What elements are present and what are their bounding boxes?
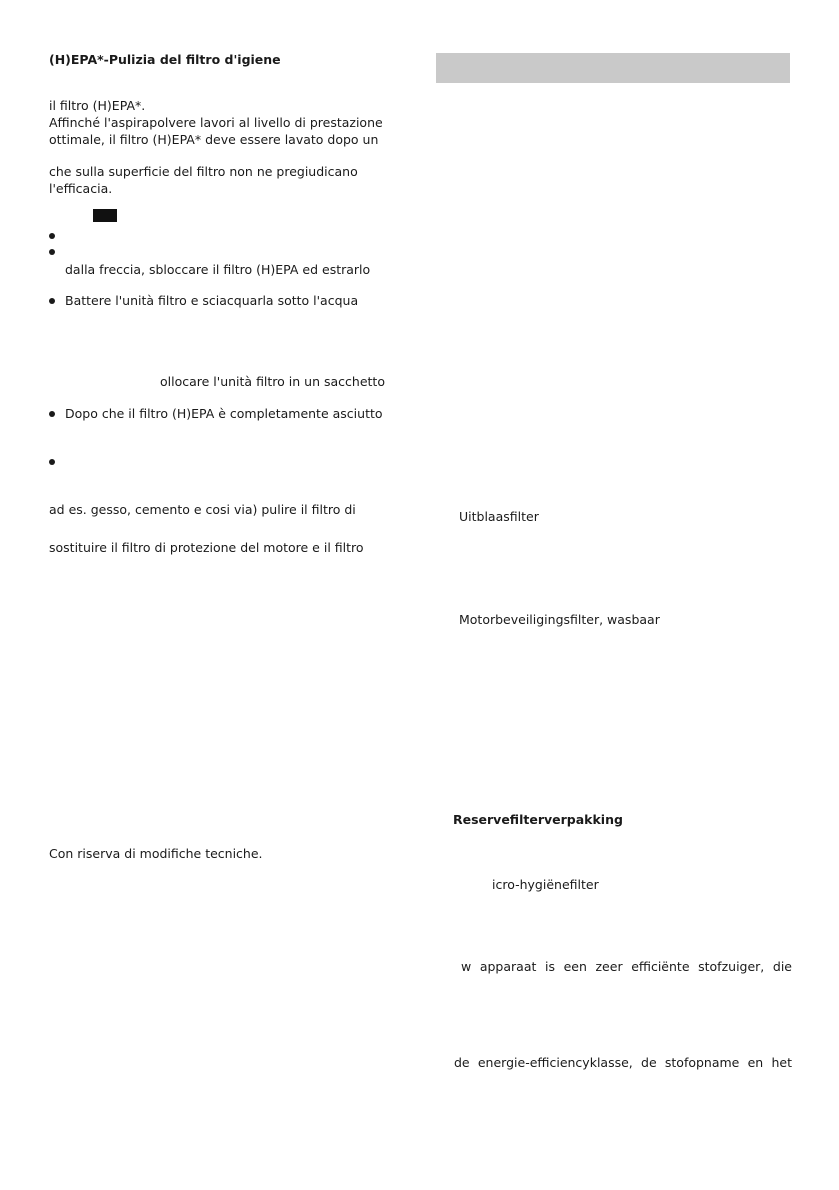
body-text-line: che sulla superficie del filtro non ne pregiudicano <box>49 164 358 179</box>
section-header-bar <box>436 53 790 83</box>
bullet-icon <box>49 233 55 239</box>
footer-note: Con riserva di modifiche tecniche. <box>49 846 263 861</box>
bullet-text-line: Dopo che il filtro (H)EPA è completamente asciutto <box>65 406 383 421</box>
bullet-icon <box>49 459 55 465</box>
body-text-line: sostituire il filtro di protezione del motore e il filtro <box>49 540 364 555</box>
redaction-box <box>93 209 117 222</box>
bullet-text-line: dalla freccia, sbloccare il filtro (H)EPA ed estrarlo <box>65 262 371 277</box>
bullet-icon <box>49 249 55 255</box>
filter-label: icro-hygiënefilter <box>492 877 599 892</box>
filter-label: Uitblaasfilter <box>459 509 539 524</box>
body-text-line: de energie-efficiencyklasse, de stofopname en het <box>454 1055 792 1070</box>
body-text-line: w apparaat is een zeer efficiënte stofzuiger, die <box>461 959 792 974</box>
bullet-icon <box>49 411 55 417</box>
bullet-text-line: Battere l'unità filtro e sciacquarla sotto l'acqua <box>65 293 359 308</box>
body-text-line: ottimale, il filtro (H)EPA* deve essere lavato dopo un <box>49 132 379 147</box>
body-text-line: l'efficacia. <box>49 181 113 196</box>
body-text-line: ad es. gesso, cemento e cosi via) pulire il filtro di <box>49 502 356 517</box>
body-text-line: ollocare l'unità filtro in un sacchetto <box>160 374 385 389</box>
section-heading: (H)EPA*-Pulizia del filtro d'igiene <box>49 52 281 67</box>
body-text-line: il filtro (H)EPA*. <box>49 98 146 113</box>
bullet-icon <box>49 298 55 304</box>
section-heading: Reservefilterverpakking <box>453 812 623 827</box>
filter-label: Motorbeveiligingsfilter, wasbaar <box>459 612 660 627</box>
body-text-line: Affinché l'aspirapolvere lavori al livello di prestazione <box>49 115 383 130</box>
